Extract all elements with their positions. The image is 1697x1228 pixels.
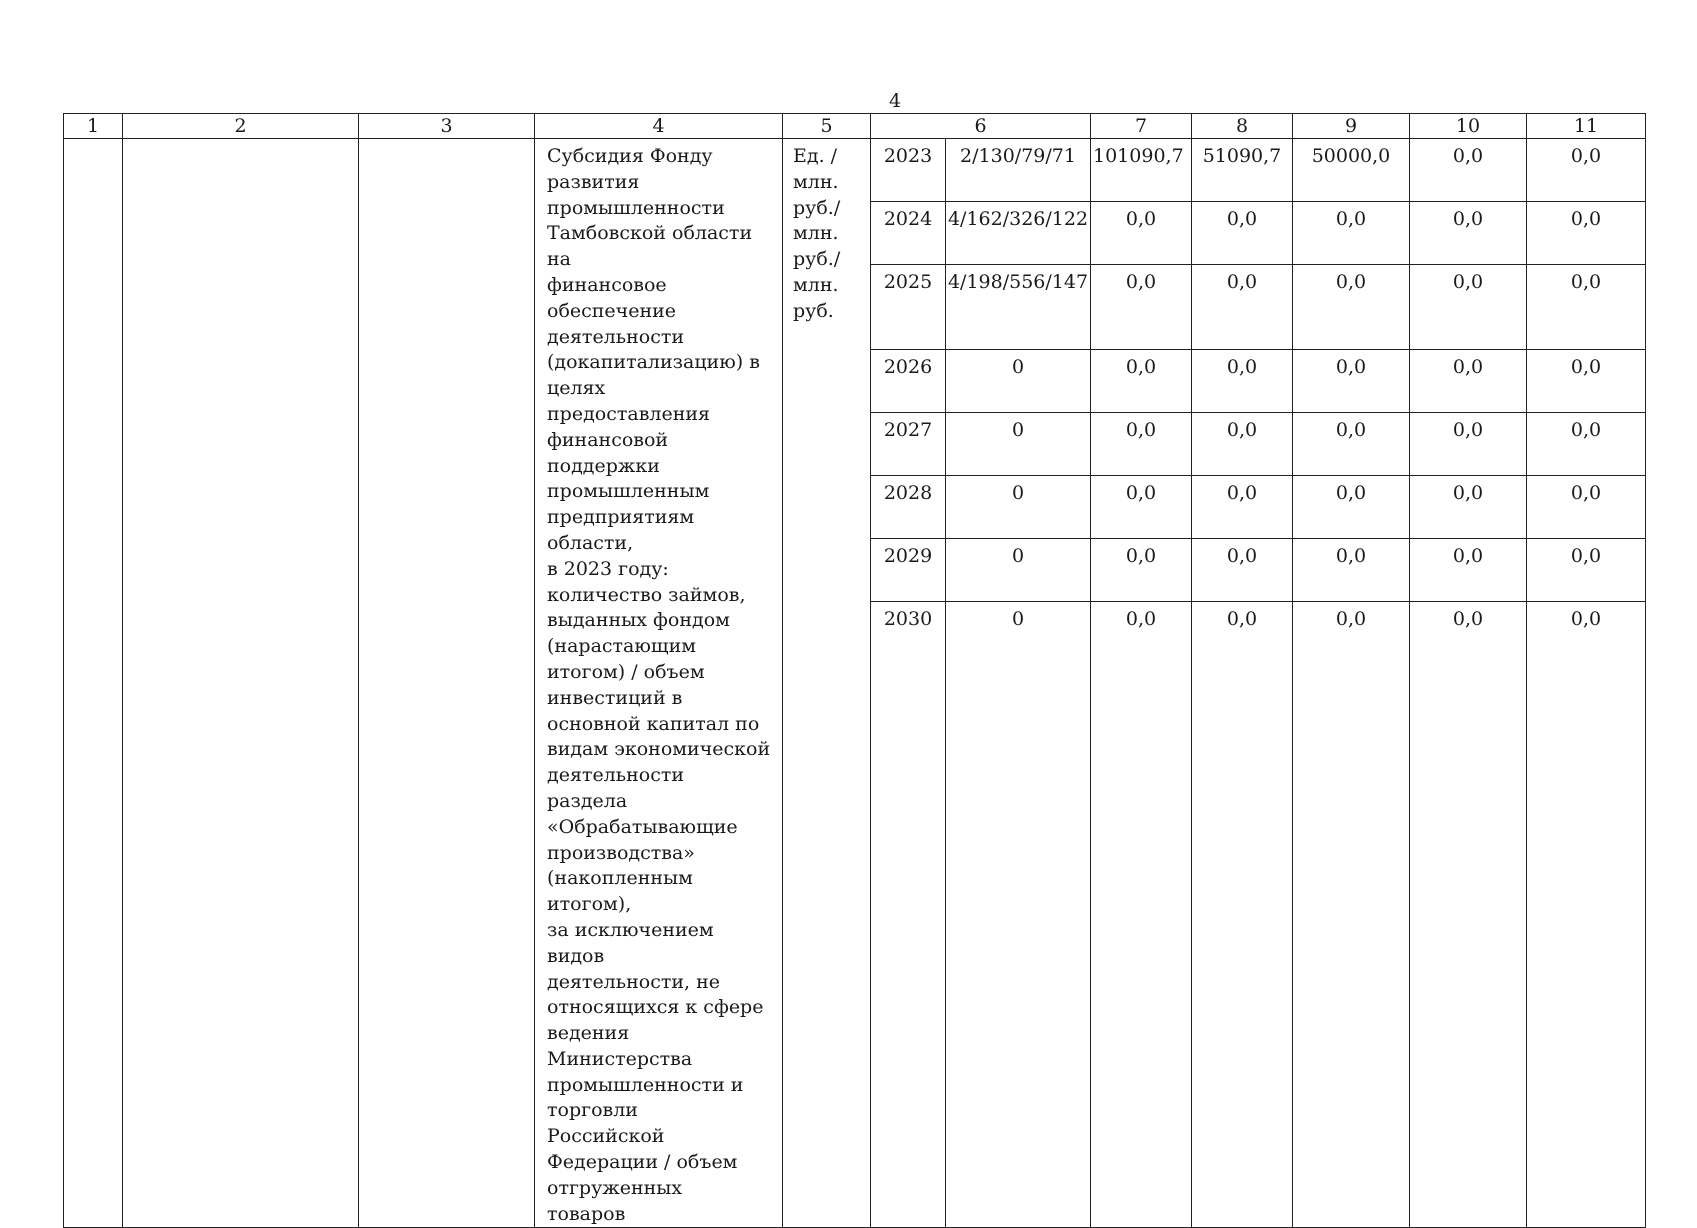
header-cell-9: 9 xyxy=(1293,114,1410,139)
description-line: Российской xyxy=(547,1125,665,1148)
value-col10: 0,0 xyxy=(1410,602,1527,1228)
value-col10: 0,0 xyxy=(1410,202,1527,265)
header-cell-7: 7 xyxy=(1091,114,1192,139)
units-line: млн. xyxy=(793,222,839,245)
value-col6: 0 xyxy=(946,350,1091,413)
year-cell: 2028 xyxy=(871,476,946,539)
value-col11: 0,0 xyxy=(1527,202,1646,265)
year-cell: 2027 xyxy=(871,413,946,476)
description-line: итогом) / объем xyxy=(547,660,705,683)
value-col9: 0,0 xyxy=(1293,413,1410,476)
year-cell: 2029 xyxy=(871,539,946,602)
value-col7: 0,0 xyxy=(1091,413,1192,476)
value-col6: 4/162/326/122 xyxy=(946,202,1091,265)
description-text xyxy=(547,144,776,1227)
description-line: деятельности xyxy=(547,325,685,348)
header-cell-10: 10 xyxy=(1410,114,1527,139)
description-line: деятельности xyxy=(547,764,685,787)
description-line: финансовой xyxy=(547,428,669,451)
units-cell xyxy=(783,139,871,1228)
description-line: развития xyxy=(547,170,640,193)
description-line: «Обрабатывающие xyxy=(547,815,738,838)
value-col9: 0,0 xyxy=(1293,602,1410,1228)
description-line: раздела xyxy=(547,789,628,812)
program-table xyxy=(63,113,1646,1228)
units-text xyxy=(793,144,870,325)
year-cell: 2024 xyxy=(871,202,946,265)
value-col11: 0,0 xyxy=(1527,139,1646,202)
units-line: руб. xyxy=(793,299,834,322)
header-cell-4: 4 xyxy=(535,114,783,139)
description-line: (накопленным итогом), xyxy=(547,867,693,916)
table-row-2023 xyxy=(64,139,1646,202)
year-cell: 2030 xyxy=(871,602,946,1228)
value-col7: 0,0 xyxy=(1091,539,1192,602)
value-col10: 0,0 xyxy=(1410,413,1527,476)
units-line: млн. xyxy=(793,273,839,296)
header-cell-5: 5 xyxy=(783,114,871,139)
description-line: промышленности xyxy=(547,196,725,219)
header-cell-8: 8 xyxy=(1192,114,1293,139)
units-line: млн. xyxy=(793,170,839,193)
value-col7: 0,0 xyxy=(1091,265,1192,350)
description-line: относящихся к сфере xyxy=(547,996,764,1019)
description-line: основной капитал по xyxy=(547,712,760,735)
measure-description xyxy=(535,139,783,1228)
header-row xyxy=(64,114,1646,139)
value-col9: 0,0 xyxy=(1293,539,1410,602)
description-line: отгруженных xyxy=(547,1176,683,1199)
value-col8: 0,0 xyxy=(1192,350,1293,413)
value-col9: 0,0 xyxy=(1293,265,1410,350)
description-line: обеспечение xyxy=(547,299,677,322)
value-col10: 0,0 xyxy=(1410,476,1527,539)
description-line: финансовое xyxy=(547,273,667,296)
value-col6: 4/198/556/147 xyxy=(946,265,1091,350)
value-col6: 0 xyxy=(946,476,1091,539)
value-col8: 0,0 xyxy=(1192,602,1293,1228)
value-col8: 0,0 xyxy=(1192,202,1293,265)
value-col6: 0 xyxy=(946,602,1091,1228)
description-line: видам экономической xyxy=(547,738,771,761)
header-cell-1: 1 xyxy=(64,114,123,139)
units-line: руб./ xyxy=(793,196,841,219)
value-col10: 0,0 xyxy=(1410,139,1527,202)
description-line: (нарастающим xyxy=(547,635,697,658)
value-col10: 0,0 xyxy=(1410,350,1527,413)
value-col11: 0,0 xyxy=(1527,413,1646,476)
cell-col1 xyxy=(64,139,123,1228)
description-line: Федерации / объем xyxy=(547,1151,738,1174)
value-col11: 0,0 xyxy=(1527,602,1646,1228)
description-line: в 2023 году: xyxy=(547,557,669,580)
description-line: промышленным xyxy=(547,480,710,503)
units-line: Ед. / xyxy=(793,145,838,167)
value-col9: 0,0 xyxy=(1293,350,1410,413)
description-line: инвестиций в xyxy=(547,686,683,709)
description-line: предприятиям области, xyxy=(547,506,695,554)
header-cell-3: 3 xyxy=(359,114,535,139)
description-line: целях xyxy=(547,377,606,400)
value-col8: 51090,7 xyxy=(1192,139,1293,202)
description-line: ведения Министерства xyxy=(547,1022,693,1070)
header-cell-11: 11 xyxy=(1527,114,1646,139)
year-cell: 2023 xyxy=(871,139,946,202)
year-cell: 2026 xyxy=(871,350,946,413)
cell-col3 xyxy=(359,139,535,1228)
value-col11: 0,0 xyxy=(1527,539,1646,602)
value-col7: 101090,7 xyxy=(1091,139,1192,202)
description-line: торговли xyxy=(547,1099,638,1122)
value-col7: 0,0 xyxy=(1091,602,1192,1228)
value-col10: 0,0 xyxy=(1410,539,1527,602)
year-cell: 2025 xyxy=(871,265,946,350)
header-cell-2: 2 xyxy=(123,114,359,139)
value-col8: 0,0 xyxy=(1192,265,1293,350)
value-col8: 0,0 xyxy=(1192,539,1293,602)
description-line: предоставления xyxy=(547,402,711,425)
value-col11: 0,0 xyxy=(1527,476,1646,539)
header-cell-6: 6 xyxy=(871,114,1091,139)
value-col9: 0,0 xyxy=(1293,202,1410,265)
value-col8: 0,0 xyxy=(1192,413,1293,476)
description-line: Тамбовской области на xyxy=(547,222,753,271)
value-col11: 0,0 xyxy=(1527,265,1646,350)
value-col8: 0,0 xyxy=(1192,476,1293,539)
value-col9: 50000,0 xyxy=(1293,139,1410,202)
description-line: за исключением видов xyxy=(547,918,714,967)
description-line: поддержки xyxy=(547,454,660,477)
value-col6: 0 xyxy=(946,413,1091,476)
value-col6: 2/130/79/71 xyxy=(946,139,1091,202)
description-line: товаров xyxy=(547,1202,626,1225)
description-line: (докапитализацию) в xyxy=(547,351,760,374)
value-col6: 0 xyxy=(946,539,1091,602)
value-col7: 0,0 xyxy=(1091,350,1192,413)
description-line: деятельности, не xyxy=(547,970,721,993)
value-col10: 0,0 xyxy=(1410,265,1527,350)
value-col7: 0,0 xyxy=(1091,202,1192,265)
description-line: производства» xyxy=(547,841,695,864)
description-line: Субсидия Фонду xyxy=(547,145,713,167)
page-number: 4 xyxy=(888,90,902,112)
value-col9: 0,0 xyxy=(1293,476,1410,539)
units-line: руб./ xyxy=(793,248,841,271)
cell-col2 xyxy=(123,139,359,1228)
description-line: выданных фондом xyxy=(547,609,730,632)
description-line: количество займов, xyxy=(547,583,746,606)
value-col11: 0,0 xyxy=(1527,350,1646,413)
value-col7: 0,0 xyxy=(1091,476,1192,539)
description-line: промышленности и xyxy=(547,1073,744,1096)
